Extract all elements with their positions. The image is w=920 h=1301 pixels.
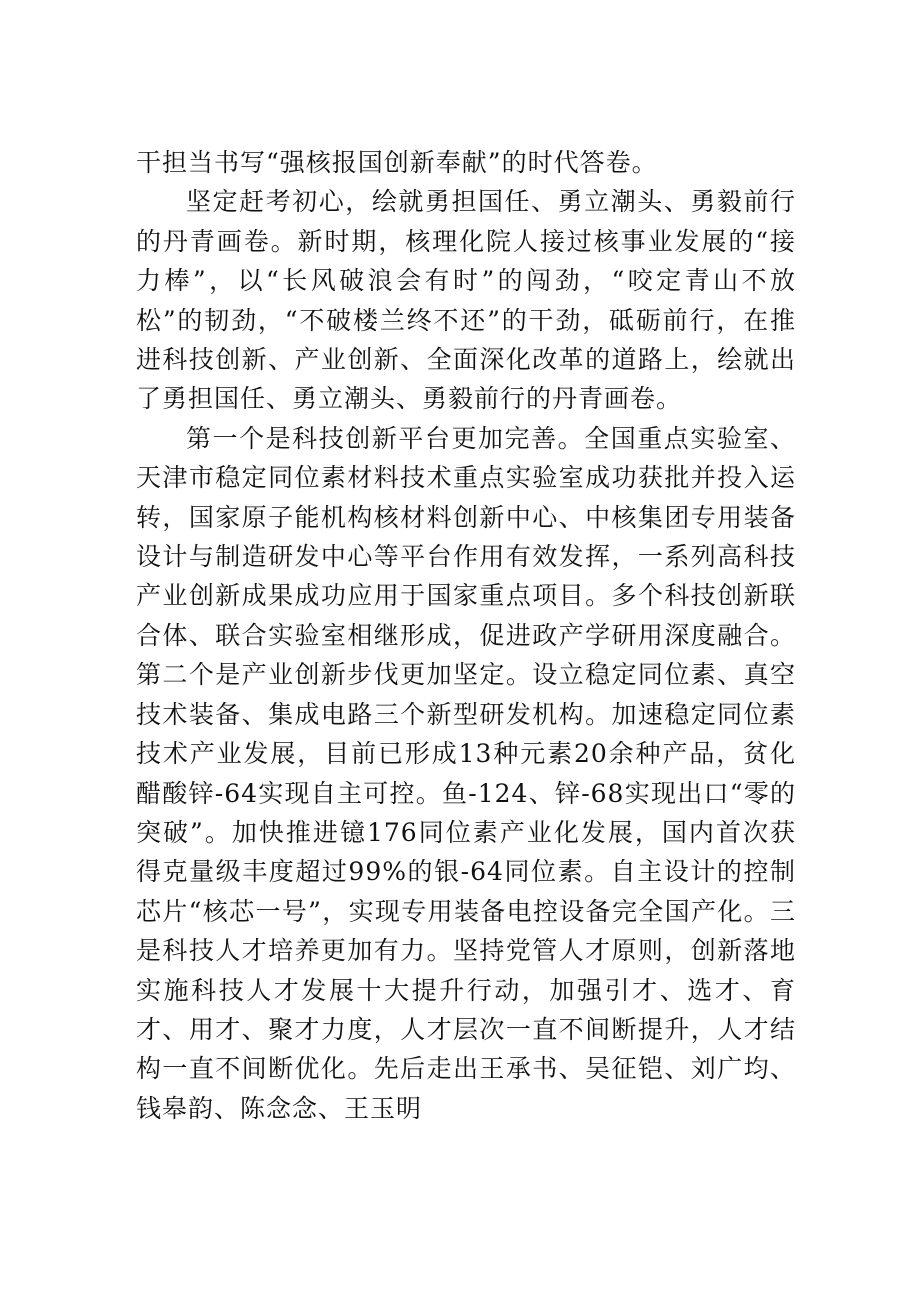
paragraph-3: 第一个是科技创新平台更加完善。全国重点实验室、天津市稳定同位素材料技术重点实验室成功获批并投入运转，国家原子能机构核材料创新中心、中核集团专用装备设计与制造研发中心等平台作用有效发挥，一系列高科技产业创新成果成功应用于国家重点项目。多个科技创新联合体、联合实验室相继形成，促进政产学研用深度融合。第二个是产业创新步伐更加坚定。设立稳定同位素、真空技术装备、集成电路三个新型研发机构。加速稳定同位素技术产业发展，目前已形成13种元素20余种产品，贫化醋酸锌-64实现自主可控。鱼-124、锌-68实现出口“零的突破”。加快推进镱176同位素产业化发展，国内首次获得克量级丰度超过99%的银-64同位素。自主设计的控制芯片“核芯一号”，实现专用装备电控设备完全国产化。三是科技人才培养更加有力。坚持党管人才原则，创新落地实施科技人才发展十大提升行动，加强引才、选才、育才、用才、聚才力度，人才层次一直不间断提升，人才结构一直不间断优化。先后走出王承书、吴征铠、刘广均、钱皋韵、陈念念、王玉明	[136, 423, 796, 1123]
paragraph-1: 干担当书写“强核报国创新奉献”的时代答卷。	[136, 148, 658, 177]
document-body	[136, 143, 796, 1128]
paragraph-2: 坚定赶考初心，绘就勇担国任、勇立潮头、勇毅前行的丹青画卷。新时期，核理化院人接过核事业发展的“接力棒”，以“长风破浪会有时”的闯劲，“咬定青山不放松”的韧劲，“不破楼兰终不还”的干劲，砥砺前行，在推进科技创新、产业创新、全面深化改革的道路上，绘就出了勇担国任、勇立潮头、勇毅前行的丹青画卷。	[136, 187, 796, 414]
